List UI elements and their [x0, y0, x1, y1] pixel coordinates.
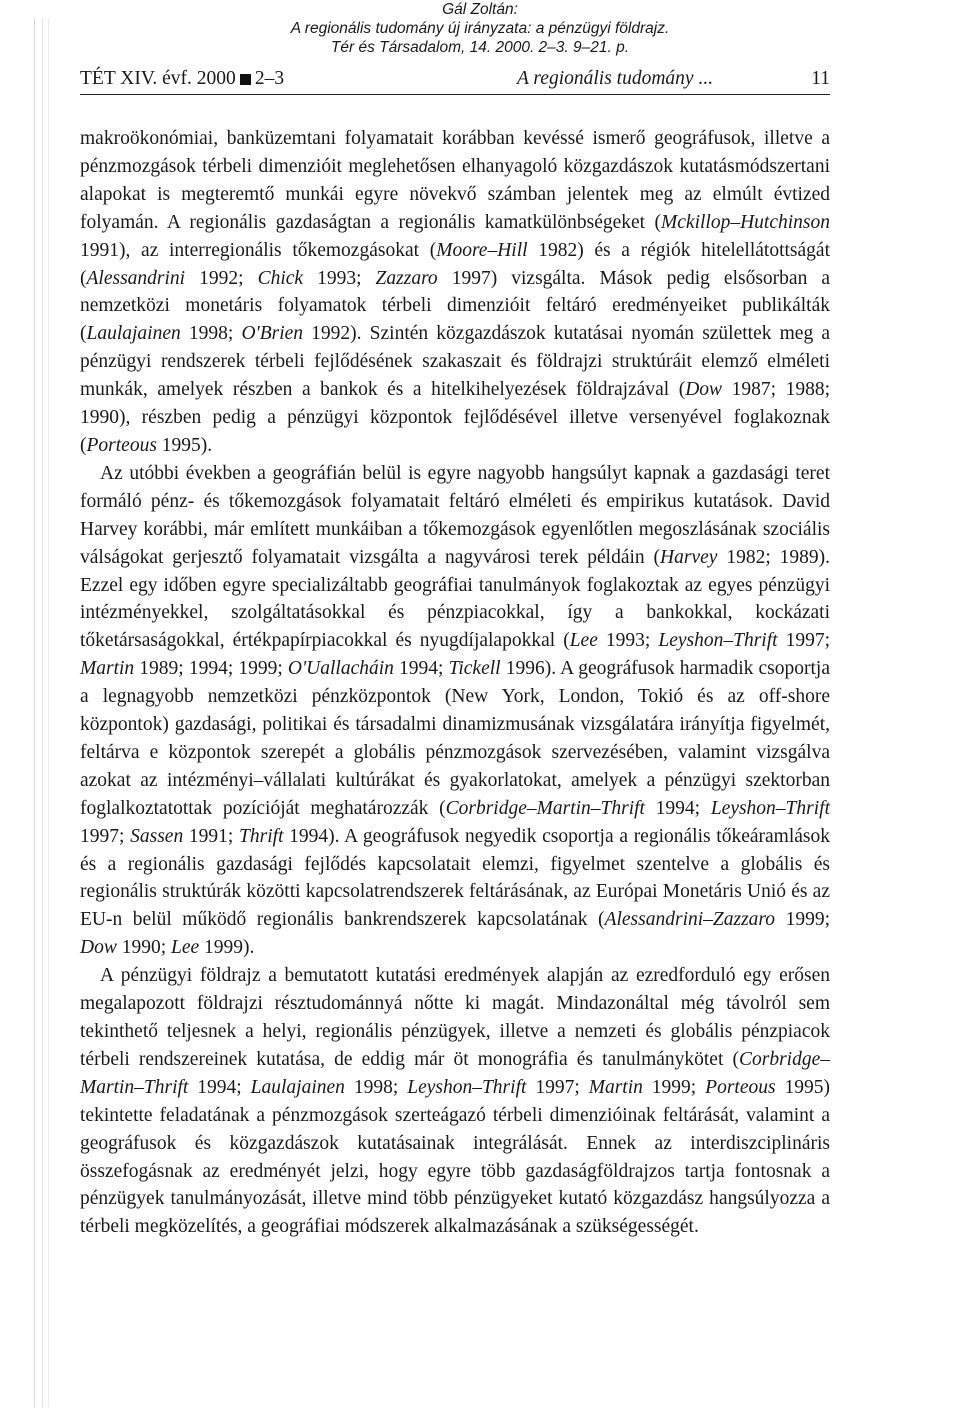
cited-author: Sassen: [130, 825, 184, 847]
citation-title: A regionális tudomány új irányzata: a pénzügyi földrajz.: [290, 20, 670, 37]
cited-author: Moore–Hill: [436, 239, 528, 261]
scan-edge-line: [48, 18, 49, 1407]
cited-author: Dow: [685, 379, 723, 401]
cited-author: Alessandrini–Zazzaro: [604, 909, 776, 931]
running-head: [80, 66, 830, 95]
cited-author: Lee: [569, 630, 598, 652]
cited-author: Thrift: [239, 825, 284, 847]
cited-author: Martin: [80, 658, 135, 680]
cited-author: O'Uallacháin: [287, 658, 394, 680]
running-head-journal: [80, 68, 284, 90]
cited-author: Lee: [171, 937, 200, 959]
paragraph: makroökonómiai, banküzemtani folyamatait korábban kevéssé ismerő geográfusok, illetve a pénzmozgások térbeli dimenzióit meglehetősen elhanyagoló közgazdászok kutatásmódszertani alapokat is megteremtő munkái egyre növekvő számban jelentek meg az elmúlt évtized folyamán. A regionális gazdaságtan a regionális kamatkülönbségeket (Mckillop–Hutchinson 1991), az interregionális tőkemozgásokat (Moore–Hill 1982) és a régiók hitelellátottságát (Alessandrini 1992; Chick 1993; Zazzaro 1997) vizsgálta. Mások pedig elsősorban a nemzetközi monetáris folyamatok térbeli dimenzióit feltáró eredményeiket publikálták (Laulajainen 1998; O'Brien 1992). Szintén közgazdászok kutatásai nyomán születtek meg a pénzügyi rendszerek térbeli fejlődésének szakaszait és földrajzi struktúráit elemző elméleti munkák, amelyek részben a bankok és a hitelkihelyezések földrajzával (Dow 1987; 1988; 1990), részben pedig a pénzügyi központok fejlődésével illetve versenyével foglakoznak (Porteous 1995).: [80, 128, 830, 456]
paragraph: A pénzügyi földrajz a bemutatott kutatási eredmények alapján az ezredforduló egy erősen megalapozott földrajzi résztudománnyá nőtte ki magát. Mindazonáltal még távolról sem tekinthető teljesnek a helyi, regionális pénzügyek, illetve a nemzeti és globális pénzpiacok térbeli rendszereinek kutatása, de eddig már öt monográfia és tanulmánykötet (Corbridge–Martin–Thrift 1994; Laulajainen 1998; Leyshon–Thrift 1997; Martin 1999; Porteous 1995) tekintette feladatának a pénzmozgások szerteágazó térbeli dimenzióinak feltárását, valamint a geográfusok és közgazdászok kutatásainak integrálását. Ennek az interdiszciplináris összefogásnak az eredményét jelzi, hogy egyre több gazdaságföldrajzos tartja fontosnak a pénzügyek tanulmányozását, illetve mind több pénzügyeket kutató közgazdász hangsúlyozza a térbeli megközelítés, a geográfiai módszerek alkalmazásának a szükségességét.: [80, 965, 831, 1238]
cited-author: Laulajainen: [250, 1076, 345, 1098]
running-head-article: A regionális tudomány ...: [517, 68, 714, 89]
cited-author: Chick: [257, 267, 304, 289]
journal-volume: TÉT XIV. évf. 2000: [80, 68, 236, 89]
cited-author: Tickell: [448, 658, 501, 680]
cited-author: Porteous: [86, 434, 157, 456]
cited-author: O'Brien: [241, 323, 304, 345]
cited-author: Alessandrini: [86, 267, 186, 289]
cited-author: Mckillop–Hutchinson: [661, 211, 830, 233]
square-bullet-icon: [240, 74, 251, 85]
cited-author: Leyshon–Thrift: [710, 797, 830, 819]
issue-number: 2–3: [254, 68, 285, 89]
scan-edge-line: [42, 18, 43, 1407]
citation-journal: Tér és Társadalom, 14. 2000. 2–3. 9–21. p.: [330, 39, 630, 56]
page-number: 11: [811, 68, 830, 89]
article-body: [80, 125, 830, 1241]
cited-author: Dow: [80, 937, 117, 959]
cited-author: Leyshon–Thrift: [658, 630, 778, 652]
citation-author: Gál Zoltán:: [442, 1, 518, 18]
cited-author: Laulajainen: [86, 323, 181, 345]
cited-author: Zazzaro: [375, 267, 438, 289]
paragraph: Az utóbbi években a geográfián belül is egyre nagyobb hangsúlyt kapnak a gazdasági teret formáló pénz- és tőkemozgások folyamatait feltáró elméleti és empirikus kutatások. David Harvey korábbi, már említett munkáiban a tőkemozgások egyenlőtlen megoszlásának szociális válságokat gerjesztő folyamatait vizsgálta a nagyvárosi terek példáin (Harvey 1982; 1989). Ezzel egy időben egyre specializáltabb geográfiai tanulmányok foglakoztak az egyes pénzügyi intézményekkel, szolgáltatásokkal és pénzpiacokkal, így a bankokkal, kockázati tőketársaságokkal, értékpapírpiacokkal és nyugdíjalapokkal (Lee 1993; Leyshon–Thrift 1997; Martin 1989; 1994; 1999; O'Uallacháin 1994; Tickell 1996). A geográfusok harmadik csoportja a legnagyobb nemzetközi pénzközpontok (New York, London, Tokió és az off-shore központok) gazdasági, politikai és társadalmi dinamizmusának vizsgálatára irányítja figyelmét, feltárva e központok szerepét a globális pénzmozgások szervezésében, valamint vizsgálva azokat az intézményi–vállalati kultúrákat és gyakorlatokat, amelyek a pénzügyi szektorban foglalkoztatottak pozícióját meghatározzák (Corbridge–Martin–Thrift 1994; Leyshon–Thrift 1997; Sassen 1991; Thrift 1994). A geográfusok negyedik csoportja a regionális tőkeáramlások és a regionális gazdasági fejlődés kapcsolatait elemzi, figyelmet szentelve a globális és regionális struktúrák közötti kapcsolatrendszerek feltárásának, az Európai Monetáris Unió és az EU-n belül működő regionális bankrendszerek kapcsolatának (Alessandrini–Zazzaro 1999; Dow 1990; Lee 1999).: [80, 462, 831, 959]
cited-author: Porteous: [705, 1076, 776, 1098]
cited-author: Corbridge–Martin–Thrift: [80, 1048, 830, 1098]
cited-author: Harvey: [660, 546, 718, 568]
cited-author: Martin: [588, 1076, 643, 1098]
cited-author: Corbridge–Martin–Thrift: [445, 797, 645, 819]
scan-edge-line: [34, 18, 35, 1407]
cited-author: Leyshon–Thrift: [407, 1076, 527, 1098]
citation-header: [0, 0, 960, 57]
